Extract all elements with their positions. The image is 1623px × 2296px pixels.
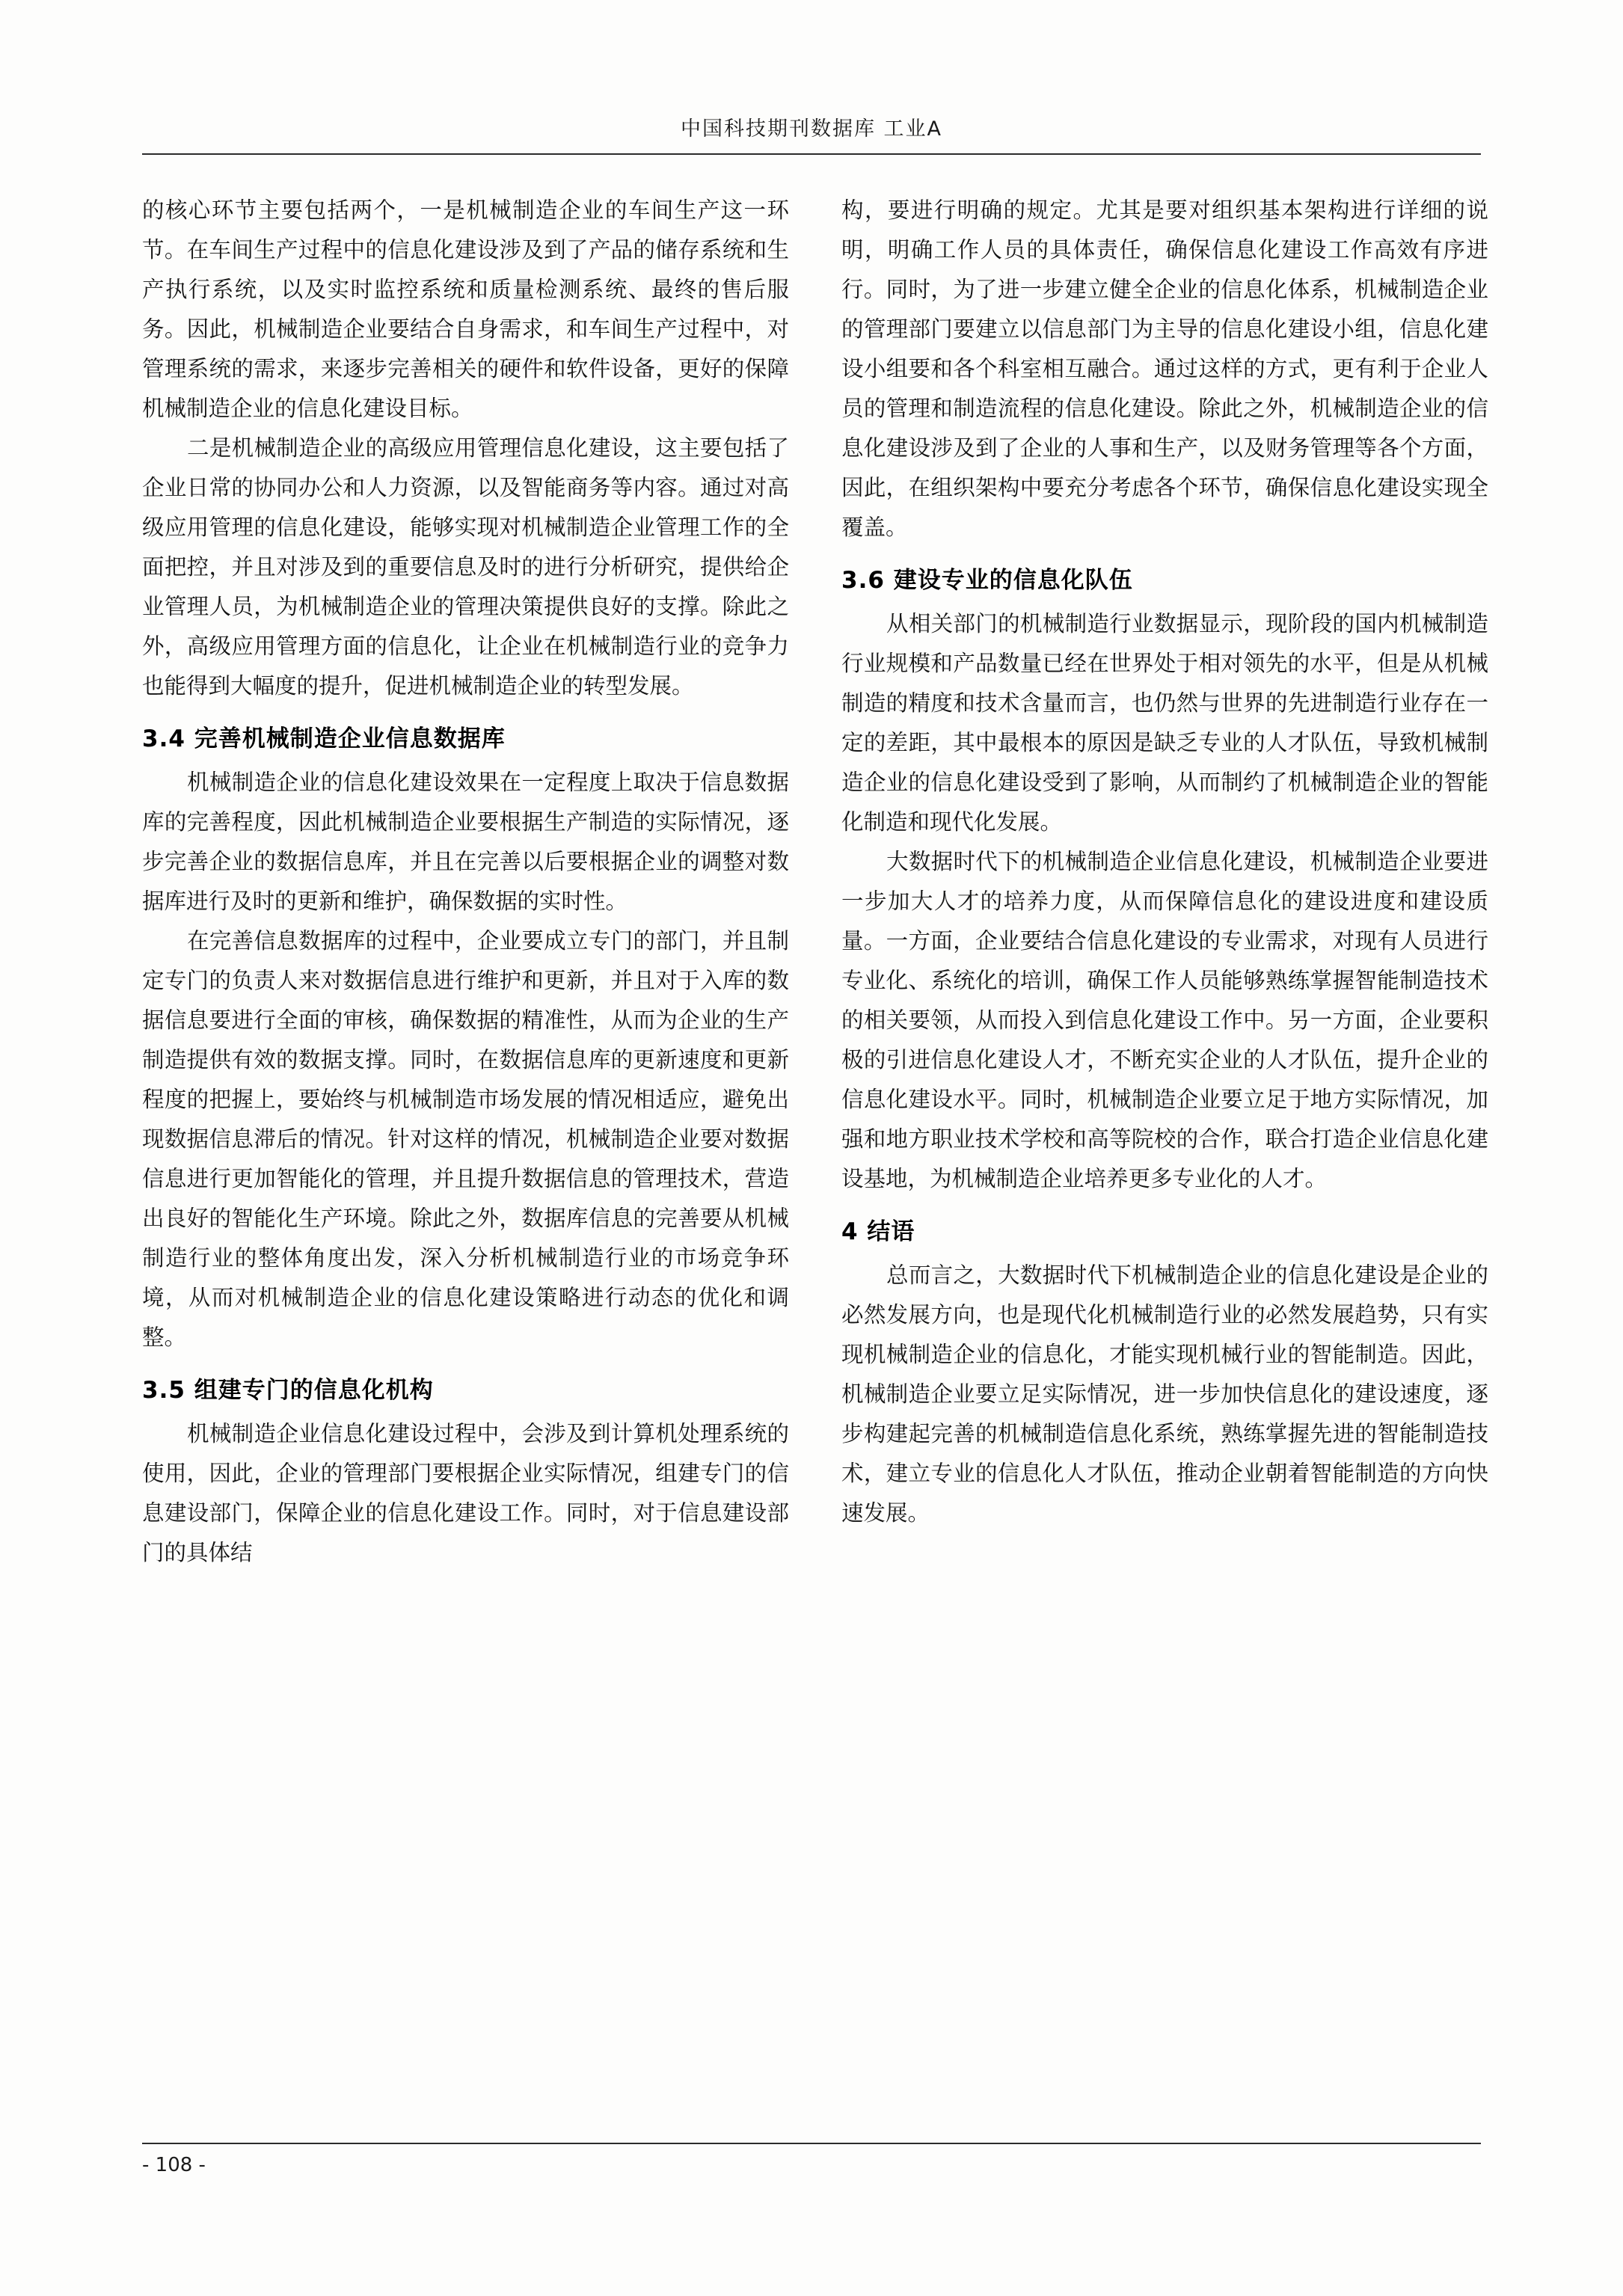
paragraph: 机械制造企业的信息化建设效果在一定程度上取决于信息数据库的完善程度，因此机械制造企业要根据生产制造的实际情况，逐步完善企业的数据信息库，并且在完善以后要根据企业的调整对数据库进行及时的更新和维护，确保数据的实时性。: [142, 770, 789, 914]
paragraph: 大数据时代下的机械制造企业信息化建设，机械制造企业要进一步加大人才的培养力度，从而保障信息化的建设进度和建设质量。一方面，企业要结合信息化建设的专业需求，对现有人员进行专业化、系统化的培训，确保工作人员能够熟练掌握智能制造技术的相关要领，从而投入到信息化建设工作中。另一方面，企业要积极的引进信息化建设人才，不断充实企业的人才队伍，提升企业的信息化建设水平。同时，机械制造企业要立足于地方实际情况，加强和地方职业技术学校和高等院校的合作，联合打造企业信息化建设基地，为机械制造企业培养更多专业化的人才。: [841, 849, 1488, 1191]
header-divider: [142, 153, 1481, 155]
section-heading-3-6: 3.6 建设专业的信息化队伍: [841, 567, 1133, 594]
left-column: [142, 191, 789, 1573]
page-number: - 108 -: [142, 2154, 206, 2176]
section-heading-4: 4 结语: [841, 1218, 915, 1245]
paragraph: 的核心环节主要包括两个，一是机械制造企业的车间生产这一环节。在车间生产过程中的信息化建设涉及到了产品的储存系统和生产执行系统，以及实时监控系统和质量检测系统、最终的售后服务。因此，机械制造企业要结合自身需求，和车间生产过程中，对管理系统的需求，来逐步完善相关的硬件和软件设备，更好的保障机械制造企业的信息化建设目标。: [142, 197, 789, 421]
section-heading-3-5: 3.5 组建专门的信息化机构: [142, 1377, 434, 1404]
paragraph: 在完善信息数据库的过程中，企业要成立专门的部门，并且制定专门的负责人来对数据信息进行维护和更新，并且对于入库的数据信息要进行全面的审核，确保数据的精准性，从而为企业的生产制造提供有效的数据支撑。同时，在数据信息库的更新速度和更新程度的把握上，要始终与机械制造市场发展的情况相适应，避免出现数据信息滞后的情况。针对这样的情况，机械制造企业要对数据信息进行更加智能化的管理，并且提升数据信息的管理技术，营造出良好的智能化生产环境。除此之外，数据库信息的完善要从机械制造行业的整体角度出发，深入分析机械制造行业的市场竞争环境，从而对机械制造企业的信息化建设策略进行动态的优化和调整。: [142, 928, 789, 1350]
footer-divider: [142, 2143, 1481, 2144]
paragraph: 总而言之，大数据时代下机械制造企业的信息化建设是企业的必然发展方向，也是现代化机械制造行业的必然发展趋势，只有实现机械制造企业的信息化，才能实现机械行业的智能制造。因此，机械制造企业要立足实际情况，进一步加快信息化的建设速度，逐步构建起完善的机械制造信息化系统，熟练掌握先进的智能制造技术，建立专业的信息化人才队伍，推动企业朝着智能制造的方向快速发展。: [841, 1262, 1488, 1526]
paragraph: 构，要进行明确的规定。尤其是要对组织基本架构进行详细的说明，明确工作人员的具体责任，确保信息化建设工作高效有序进行。同时，为了进一步建立健全企业的信息化体系，机械制造企业的管理部门要建立以信息部门为主导的信息化建设小组，信息化建设小组要和各个科室相互融合。通过这样的方式，更有利于企业人员的管理和制造流程的信息化建设。除此之外，机械制造企业的信息化建设涉及到了企业的人事和生产，以及财务管理等各个方面，因此，在组织架构中要充分考虑各个环节，确保信息化建设实现全覆盖。: [841, 197, 1488, 540]
two-column-layout: [142, 191, 1488, 1573]
paragraph: 机械制造企业信息化建设过程中，会涉及到计算机处理系统的使用，因此，企业的管理部门要根据企业实际情况，组建专门的信息建设部门，保障企业的信息化建设工作。同时，对于信息建设部门的具体结: [142, 1421, 789, 1565]
page-header: 中国科技期刊数据库 工业A: [680, 117, 943, 141]
section-heading-3-4: 3.4 完善机械制造企业信息数据库: [142, 725, 506, 752]
paragraph: 二是机械制造企业的高级应用管理信息化建设，这主要包括了企业日常的协同办公和人力资源，以及智能商务等内容。通过对高级应用管理的信息化建设，能够实现对机械制造企业管理工作的全面把控，并且对涉及到的重要信息及时的进行分析研究，提供给企业管理人员，为机械制造企业的管理决策提供良好的支撑。除此之外，高级应用管理方面的信息化，让企业在机械制造行业的竞争力也能得到大幅度的提升，促进机械制造企业的转型发展。: [142, 435, 789, 699]
paragraph: 从相关部门的机械制造行业数据显示，现阶段的国内机械制造行业规模和产品数量已经在世界处于相对领先的水平，但是从机械制造的精度和技术含量而言，也仍然与世界的先进制造行业存在一定的差距，其中最根本的原因是缺乏专业的人才队伍，导致机械制造企业的信息化建设受到了影响，从而制约了机械制造企业的智能化制造和现代化发展。: [841, 611, 1488, 835]
right-column: [841, 191, 1488, 1573]
